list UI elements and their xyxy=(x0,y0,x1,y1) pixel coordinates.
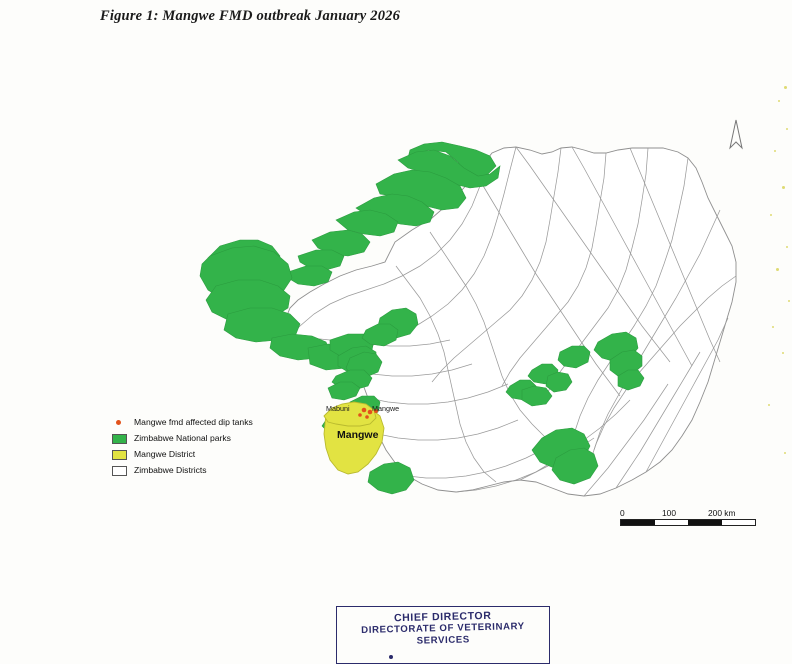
legend-point-icon xyxy=(112,418,127,428)
north-arrow xyxy=(725,118,747,152)
scalebar-tick-0: 0 xyxy=(620,508,625,518)
stamp-line-2: DIRECTORATE OF VETERINARY xyxy=(361,621,525,637)
figure-caption: Figure 1: Mangwe FMD outbreak January 2026 xyxy=(100,8,401,24)
legend-item-mangwe-district xyxy=(112,447,292,462)
stamp-line-1: CHIEF DIRECTOR xyxy=(393,609,492,625)
legend-swatch-national-parks xyxy=(112,434,127,444)
stamp-text-block xyxy=(337,608,550,648)
zimbabwe-map-svg xyxy=(180,90,740,560)
legend-label-mangwe-district: Mangwe District xyxy=(134,449,196,460)
scalebar-tick-1: 100 xyxy=(662,508,676,518)
legend-label-zimbabwe-districts: Zimbabwe Districts xyxy=(134,465,207,476)
legend-swatch-zimbabwe-districts xyxy=(112,466,127,476)
legend-label-national-parks: Zimbabwe National parks xyxy=(134,433,231,444)
legend-item-dip-tanks xyxy=(112,415,292,430)
official-stamp xyxy=(336,606,550,664)
north-arrow-icon xyxy=(725,118,747,152)
place-label-mangwe-point: Mangwe xyxy=(372,404,400,413)
scalebar-tick-2: 200 km xyxy=(708,508,736,518)
stamp-line-3: SERVICES xyxy=(416,634,470,647)
stamp-bullet-dot xyxy=(389,655,393,659)
scalebar-segment-3 xyxy=(688,520,722,525)
legend-item-zimbabwe-districts xyxy=(112,463,292,478)
map-canvas xyxy=(180,90,740,560)
legend-label-dip-tanks: Mangwe fmd affected dip tanks xyxy=(134,417,253,428)
scalebar-tick-labels xyxy=(620,508,760,519)
place-label-mabuni: Mabuni xyxy=(326,404,350,413)
scan-artifact-edge xyxy=(756,0,792,664)
scalebar-segment-2 xyxy=(655,520,689,525)
scalebar-segment-1 xyxy=(621,520,655,525)
legend-swatch-mangwe-district xyxy=(112,450,127,460)
map-scalebar xyxy=(620,508,760,526)
scalebar-segment-4 xyxy=(722,520,756,525)
legend-item-national-parks xyxy=(112,431,292,446)
map-district-label-mangwe: Mangwe xyxy=(337,429,379,441)
scalebar-bar xyxy=(620,519,756,526)
map-legend xyxy=(112,415,292,479)
